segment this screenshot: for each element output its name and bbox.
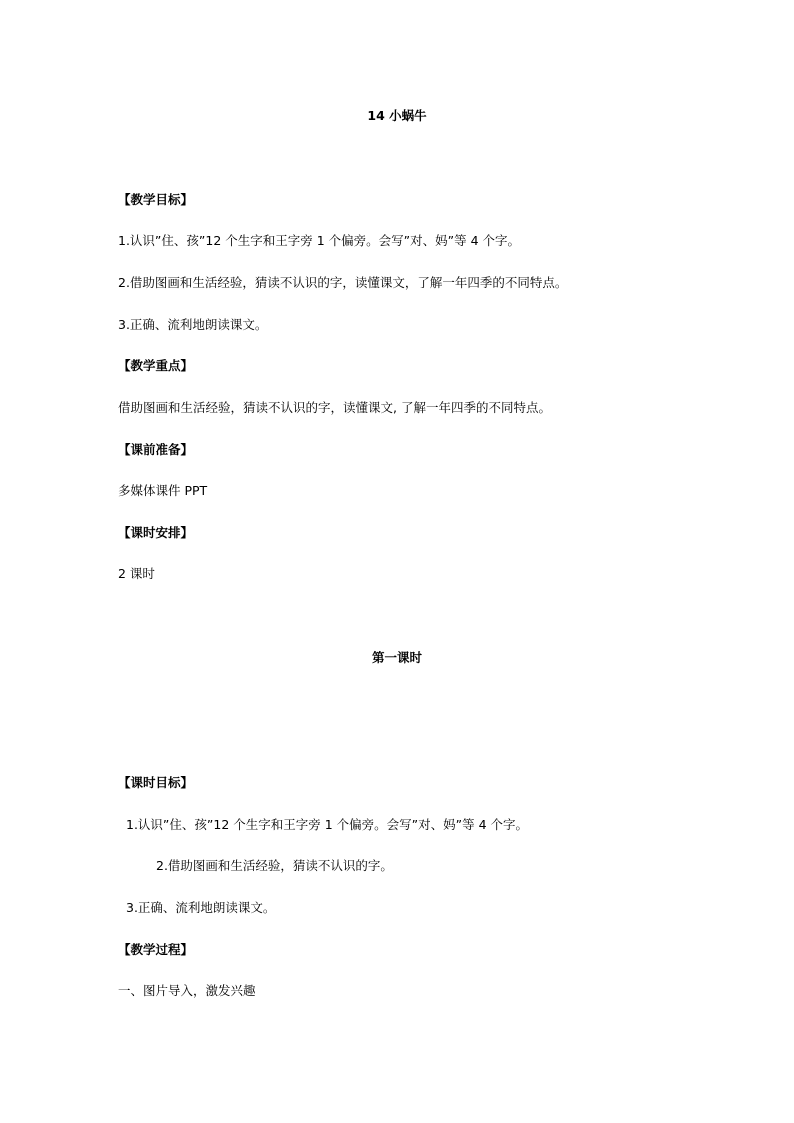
lesson-goal-item-1: 1.认识”住、孩”12 个生字和王字旁 1 个偏旁。会写”对、妈”等 4 个字。: [126, 817, 529, 832]
focus-heading: 【教学重点】: [118, 358, 194, 373]
page-title: 14 小蜗牛: [367, 108, 427, 123]
goals-heading: 【教学目标】: [118, 192, 194, 207]
prep-heading: 【课前准备】: [118, 442, 194, 457]
goal-item-1: 1.认识”住、孩”12 个生字和王字旁 1 个偏旁。会写”对、妈”等 4 个字。: [118, 233, 521, 248]
focus-text: 借助图画和生活经验，猜读不认识的字，读懂课文, 了解一年四季的不同特点。: [118, 400, 551, 415]
goal-item-3: 3.正确、流利地朗读课文。: [118, 317, 268, 332]
prep-text: 多媒体课件 PPT: [118, 483, 208, 498]
step-1: 一、图片导入，激发兴趣: [118, 983, 256, 998]
process-heading: 【教学过程】: [118, 942, 194, 957]
goal-item-2: 2.借助图画和生活经验，猜读不认识的字，读懂课文，了解一年四季的不同特点。: [118, 275, 568, 290]
schedule-text: 2 课时: [118, 566, 155, 581]
lesson-goals-heading: 【课时目标】: [118, 775, 194, 790]
lesson-title: 第一课时: [371, 650, 422, 665]
lesson-goal-item-3: 3.正确、流利地朗读课文。: [126, 900, 276, 915]
lesson-goal-item-2: 2.借助图画和生活经验，猜读不认识的字。: [156, 858, 393, 873]
schedule-heading: 【课时安排】: [118, 525, 194, 540]
